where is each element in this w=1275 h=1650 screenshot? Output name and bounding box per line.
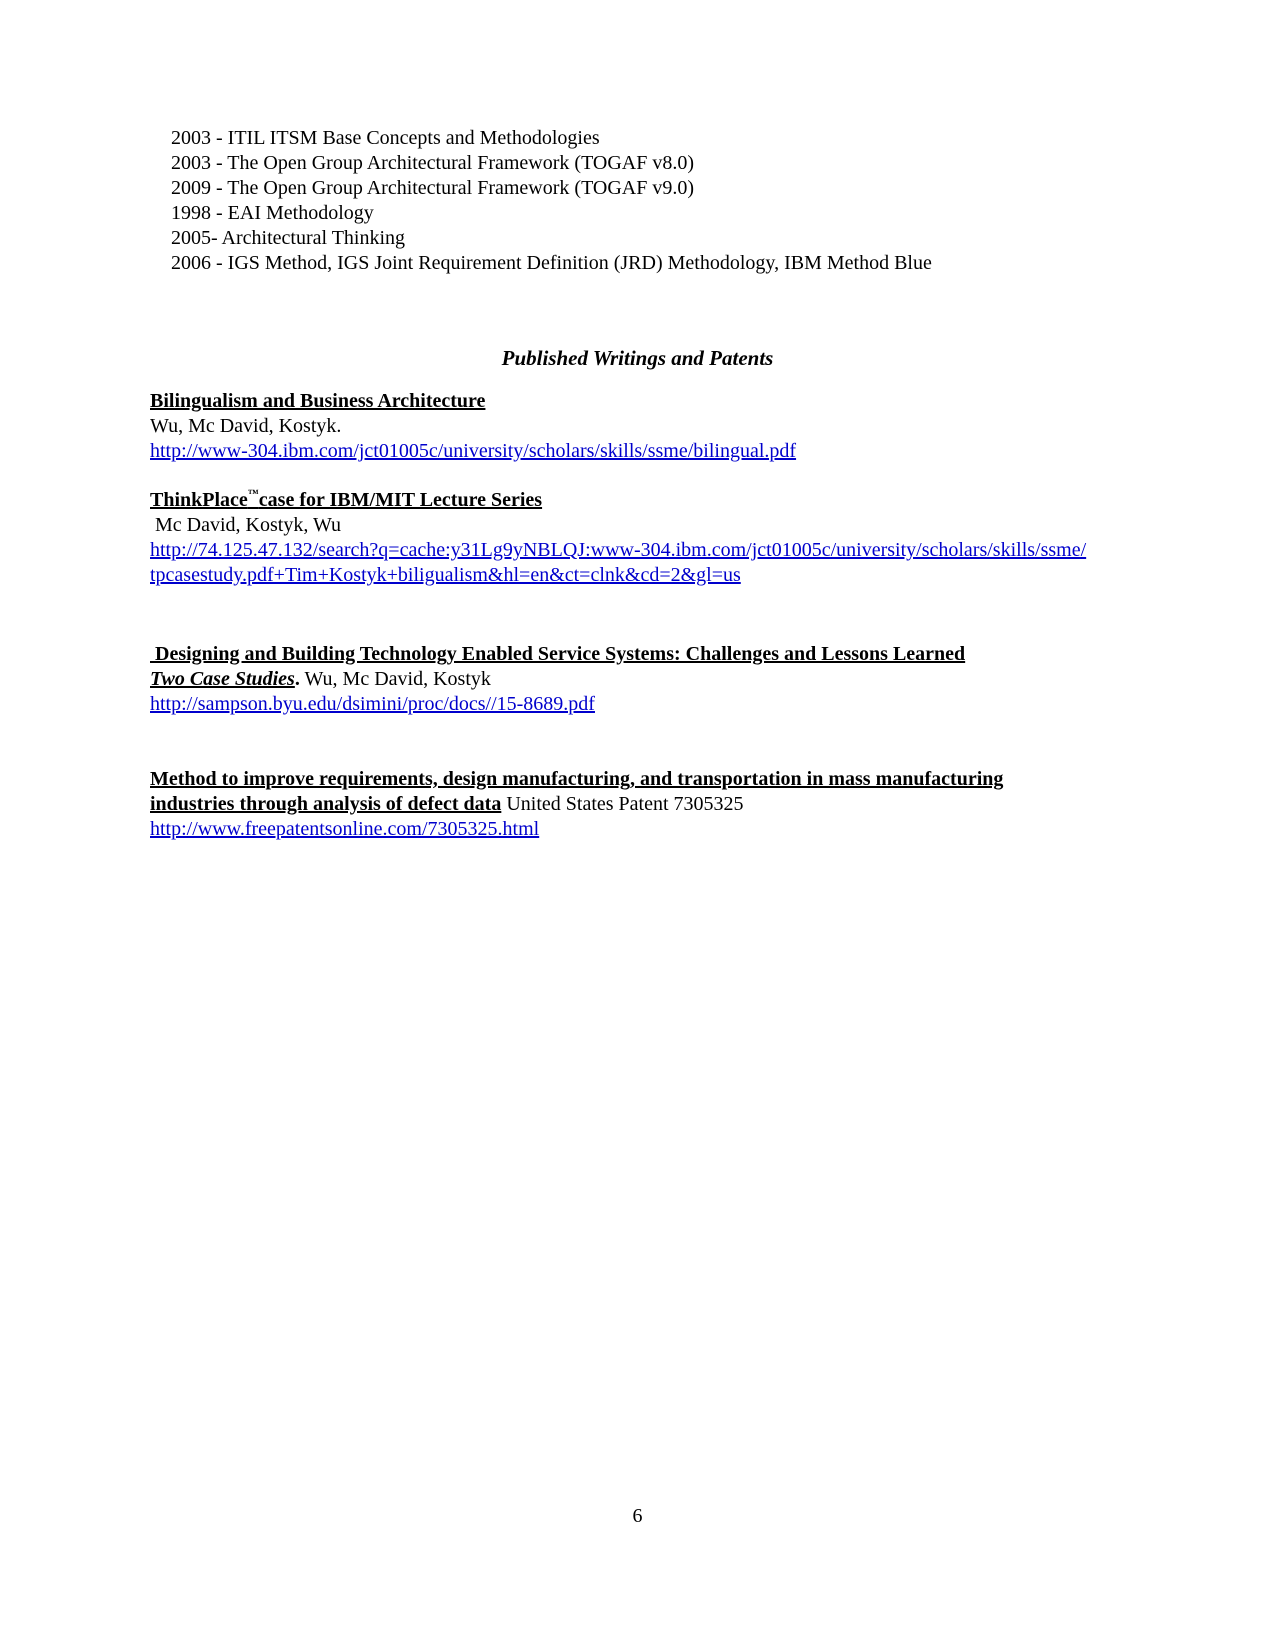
publication-link-line1[interactable]: http://74.125.47.132/search?q=cache:y31Lg9yNBLQJ:www-304.ibm.com/jct01005c/university/scholars/skills/ssme/: [150, 539, 1087, 561]
publication-patent: [150, 767, 1150, 842]
publication-bilingualism: [150, 389, 1150, 464]
certification-list: [171, 126, 1171, 276]
title-period: .: [294, 668, 300, 690]
publication-authors: Mc David, Kostyk, Wu: [150, 514, 342, 536]
publication-service-systems: [150, 642, 1150, 717]
trademark-symbol: ™: [247, 488, 259, 500]
publication-title-line1: Designing and Building Technology Enabled Service Systems: Challenges and Lessons Learned: [150, 643, 966, 665]
certification-item: 2006 - IGS Method, IGS Joint Requirement Definition (JRD) Methodology, IBM Method Blue: [171, 252, 932, 274]
publication-authors: Wu, Mc David, Kostyk.: [150, 415, 342, 437]
publication-title-part1: ThinkPlace: [150, 489, 248, 511]
certification-item: 2003 - ITIL ITSM Base Concepts and Methodologies: [171, 127, 600, 149]
publication-link-line2[interactable]: tpcasestudy.pdf+Tim+Kostyk+biligualism&hl=en&ct=clnk&cd=2&gl=us: [150, 564, 741, 586]
publication-title-line2: industries through analysis of defect data: [150, 793, 502, 815]
publication-link[interactable]: http://www.freepatentsonline.com/7305325.html: [150, 818, 540, 840]
certification-item: 2003 - The Open Group Architectural Framework (TOGAF v8.0): [171, 152, 695, 174]
page-number: 6: [632, 1505, 643, 1527]
publication-title: [150, 489, 542, 511]
publication-thinkplace: [150, 488, 1150, 588]
patent-number: United States Patent 7305325: [501, 793, 744, 815]
publication-title-line2: Two Case Studies: [150, 668, 295, 690]
certification-item: 1998 - EAI Methodology: [171, 202, 374, 224]
publication-title-line1: Method to improve requirements, design manufacturing, and transportation in mass manufacturing: [150, 768, 1004, 790]
publication-link[interactable]: http://sampson.byu.edu/dsimini/proc/docs//15-8689.pdf: [150, 693, 595, 715]
publication-title-part2: case for IBM/MIT Lecture Series: [258, 489, 543, 511]
certification-item: 2009 - The Open Group Architectural Framework (TOGAF v9.0): [171, 177, 695, 199]
publication-title: Bilingualism and Business Architecture: [150, 390, 486, 412]
publication-link[interactable]: http://www-304.ibm.com/jct01005c/university/scholars/skills/ssme/bilingual.pdf: [150, 440, 797, 462]
publication-authors: Wu, Mc David, Kostyk: [299, 668, 491, 690]
certification-item: 2005- Architectural Thinking: [171, 227, 406, 249]
section-heading: Published Writings and Patents: [501, 346, 774, 370]
